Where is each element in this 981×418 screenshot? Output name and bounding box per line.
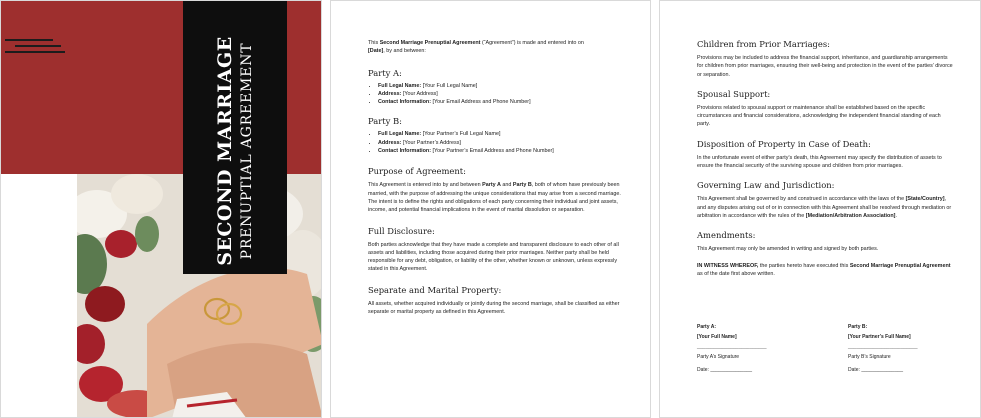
children-heading: Children from Prior Marriages: xyxy=(697,39,830,49)
signature-line: _________________________ xyxy=(848,344,918,350)
death-heading: Disposition of Property in Case of Death: xyxy=(697,138,871,149)
party-a-heading: Party A: xyxy=(368,67,402,78)
purpose-heading: Purpose of Agreement: xyxy=(368,166,466,177)
intro-paragraph: This Second Marriage Prenuptial Agreement (“Agreement”) is made and entered into on [Date], by and between: xyxy=(368,40,584,55)
amendments-heading: Amendments: xyxy=(697,230,756,241)
list-item: • Address: [Your Address] xyxy=(378,90,628,98)
signature-line: _________________________ xyxy=(697,344,767,350)
death-text: In the unfortunate event of either party’s death, this Agreement may specify the distribution of assets to ensure the financial security of the surviving spouse and children from prior marriages. xyxy=(697,154,942,170)
date-line: Date: _______________ xyxy=(848,367,904,373)
list-item: • Contact Information: [Your Partner’s Email Address and Phone Number] xyxy=(378,147,628,155)
cover-title: SECOND MARRIAGE xyxy=(214,36,236,266)
witness-text: IN WITNESS WHEREOF, the parties hereto have executed this Second Marriage Prenuptial Agreement as of the date first above written. xyxy=(697,262,951,277)
party-a-list xyxy=(368,82,628,107)
law-text: This Agreement shall be governed by and construed in accordance with the laws of the [State/Country], and any disputes arising out of or in connection with this Agreement shall be resolved through mediation or arbitration in accordance with the rules of the [Mediation/Arbitration Association]. xyxy=(697,196,952,219)
purpose-text: This Agreement is entered into by and between Party A and Party B, both of whom have previously been married, with the purpose of addressing the unique considerations that may arise from a second marriage. The intent is to define the rights and obligations of each party concerning their individual and joint assets, income, and potential financial implications in the event of marital dissolution or separation. xyxy=(368,182,621,214)
cover-title-block xyxy=(183,1,287,274)
disclosure-heading: Full Disclosure: xyxy=(368,225,435,236)
party-b-name-placeholder: [Your Partner’s Full Name] xyxy=(848,334,911,340)
cover-deco-line xyxy=(15,45,61,47)
cover-deco-line xyxy=(5,39,53,41)
separate-property-heading: Separate and Marital Property: xyxy=(368,284,502,295)
separate-property-text: All assets, whether acquired individually or jointly during the second marriage, shall be classified as either separate or marital property as defined in this Agreement. xyxy=(368,300,620,316)
agreement-page-1 xyxy=(330,0,651,418)
page2-body xyxy=(697,39,955,278)
page1-body xyxy=(368,39,628,316)
signature-block-b: Party B: [Your Partner’s Full Name] _________________________ Party B’s Signature Date: _______________ xyxy=(848,323,968,374)
cover-subtitle: PRENUPTIAL AGREEMENT xyxy=(239,42,255,260)
list-item: • Full Legal Name: [Your Full Legal Name] xyxy=(378,82,628,90)
cover-page xyxy=(0,0,322,418)
list-item: • Full Legal Name: [Your Partner’s Full Legal Name] xyxy=(378,130,628,138)
signature-block-a: Party A: [Your Full Name] _________________________ Party A’s Signature Date: _______________ xyxy=(697,323,817,374)
date-line: Date: _______________ xyxy=(697,367,753,373)
party-b-heading: Party B: xyxy=(368,116,402,127)
spousal-heading: Spousal Support: xyxy=(697,88,771,99)
party-a-name-placeholder: [Your Full Name] xyxy=(697,334,737,340)
amendments-text: This Agreement may only be amended in writing and signed by both parties. xyxy=(697,246,879,253)
spousal-text: Provisions related to spousal support or maintenance shall be established based on the specific circumstances and financial considerations, acknowledging the independent financial standing of each party. xyxy=(697,104,941,128)
list-item: • Address: [Your Partner’s Address] xyxy=(378,139,628,147)
list-item: • Contact Information: [Your Email Address and Phone Number] xyxy=(378,98,628,106)
party-b-list xyxy=(368,130,628,155)
children-text: Provisions may be included to address the financial support, inheritance, and guardianship arrangements for children from prior marriages, ensuring their well-being and protection in the event of the parties’ divorce or separation. xyxy=(697,55,953,78)
cover-deco-line xyxy=(5,51,65,53)
disclosure-text: Both parties acknowledge that they have made a complete and transparent disclosure to each other of all assets and liabilities, including those acquired during their prior marriages. Neither party shall be held responsible for any debt, obligation, or liability of the other, whether known or unknown, unless expressly stated in this Agreement. xyxy=(368,241,619,273)
law-heading: Governing Law and Jurisdiction: xyxy=(697,180,835,191)
agreement-page-2 xyxy=(659,0,981,418)
